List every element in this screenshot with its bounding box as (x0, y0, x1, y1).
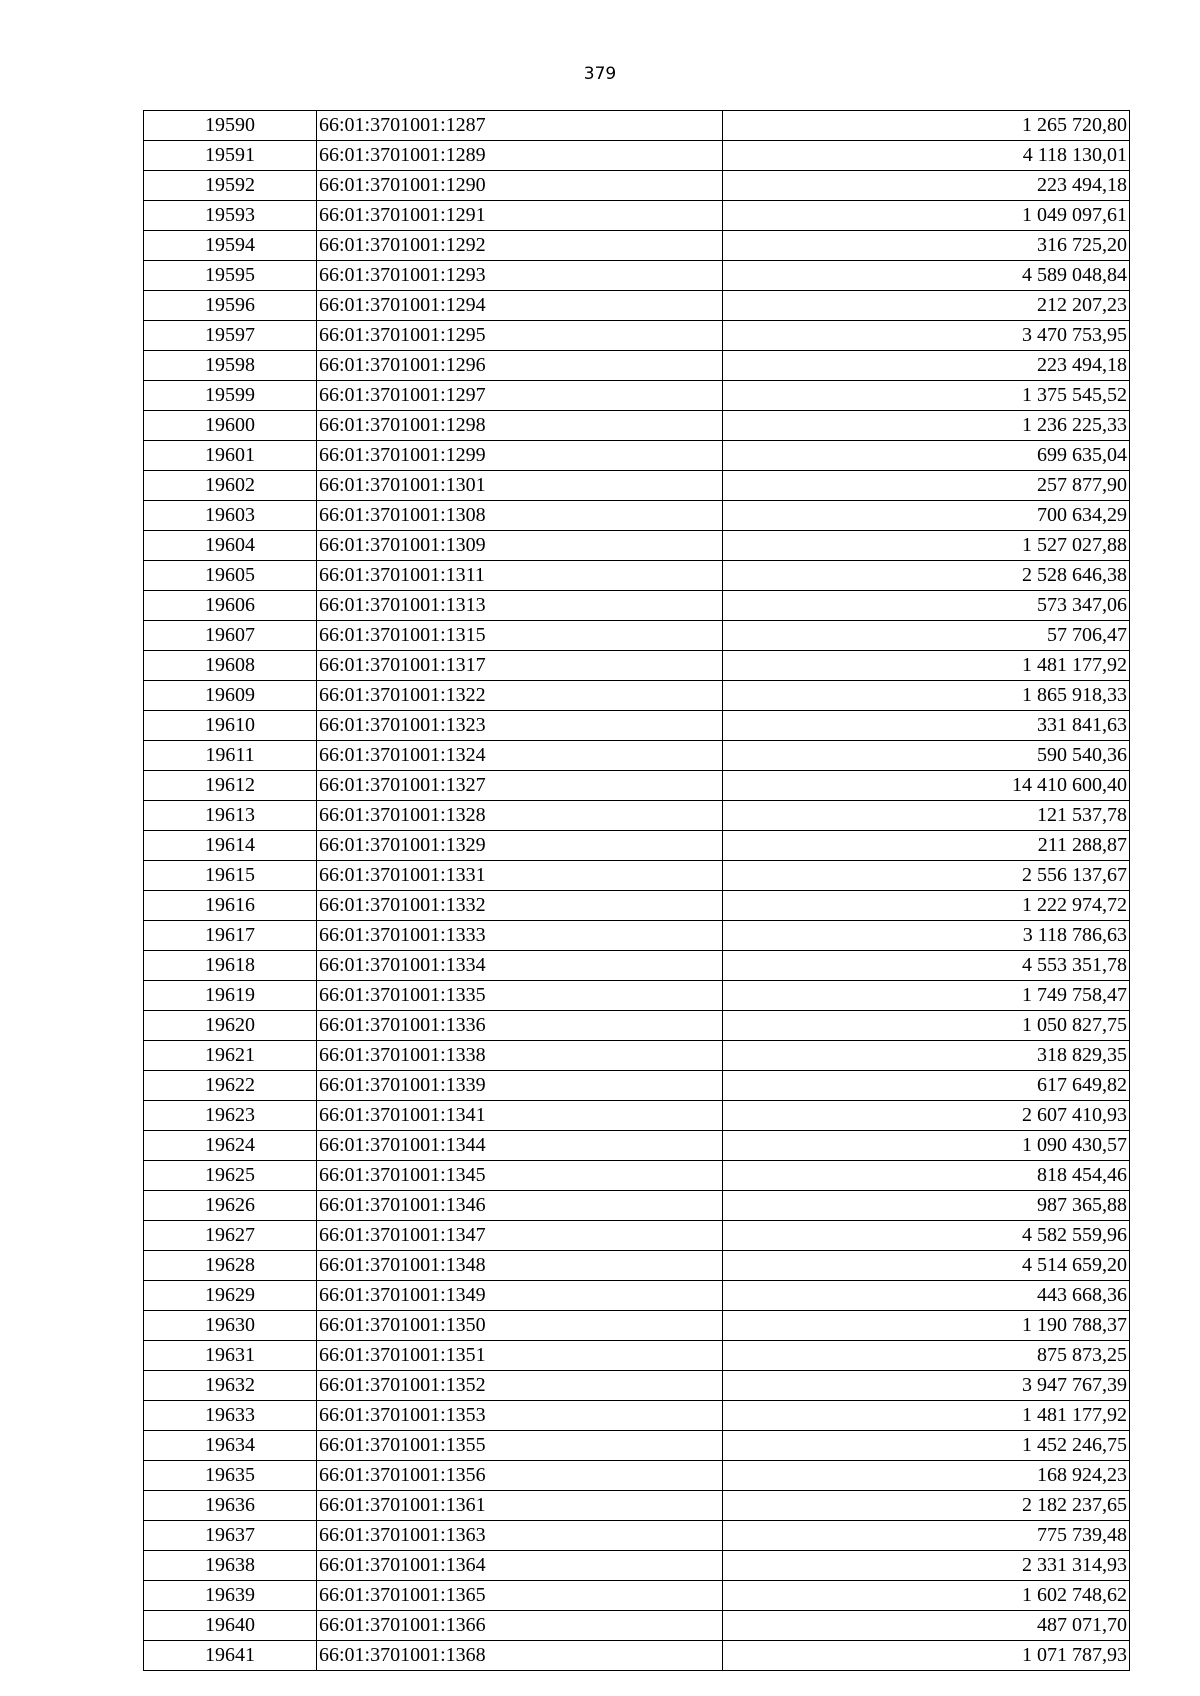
table-row (144, 171, 1130, 201)
cadastral-number-cell: 66:01:3701001:1292 (317, 231, 723, 261)
table-row (144, 831, 1130, 861)
cadastral-number-cell: 66:01:3701001:1361 (317, 1491, 723, 1521)
row-number-cell: 19630 (144, 1311, 317, 1341)
cadastral-value-cell: 699 635,04 (723, 441, 1130, 471)
cadastral-value-cell: 775 739,48 (723, 1521, 1130, 1551)
table-row (144, 1281, 1130, 1311)
cadastral-value-cell: 257 877,90 (723, 471, 1130, 501)
row-number-cell: 19592 (144, 171, 317, 201)
table-row (144, 1131, 1130, 1161)
cadastral-number-cell: 66:01:3701001:1353 (317, 1401, 723, 1431)
cadastral-value-cell: 4 118 130,01 (723, 141, 1130, 171)
cadastral-number-cell: 66:01:3701001:1313 (317, 591, 723, 621)
table-row (144, 1311, 1130, 1341)
page-number: 379 (583, 64, 617, 84)
cadastral-number-cell: 66:01:3701001:1323 (317, 711, 723, 741)
cadastral-number-cell: 66:01:3701001:1322 (317, 681, 723, 711)
table-row (144, 1521, 1130, 1551)
cadastral-number-cell: 66:01:3701001:1364 (317, 1551, 723, 1581)
row-number-cell: 19639 (144, 1581, 317, 1611)
row-number-cell: 19595 (144, 261, 317, 291)
table-row (144, 411, 1130, 441)
cadastral-number-cell: 66:01:3701001:1346 (317, 1191, 723, 1221)
row-number-cell: 19609 (144, 681, 317, 711)
cadastral-number-cell: 66:01:3701001:1293 (317, 261, 723, 291)
cadastral-number-cell: 66:01:3701001:1296 (317, 351, 723, 381)
row-number-cell: 19610 (144, 711, 317, 741)
cadastral-number-cell: 66:01:3701001:1329 (317, 831, 723, 861)
cadastral-number-cell: 66:01:3701001:1351 (317, 1341, 723, 1371)
table-row (144, 1191, 1130, 1221)
cadastral-number-cell: 66:01:3701001:1349 (317, 1281, 723, 1311)
row-number-cell: 19620 (144, 1011, 317, 1041)
table-row (144, 1491, 1130, 1521)
cadastral-value-cell: 3 470 753,95 (723, 321, 1130, 351)
cadastral-value-cell: 1 375 545,52 (723, 381, 1130, 411)
cadastral-number-cell: 66:01:3701001:1334 (317, 951, 723, 981)
cadastral-number-cell: 66:01:3701001:1345 (317, 1161, 723, 1191)
row-number-cell: 19638 (144, 1551, 317, 1581)
row-number-cell: 19618 (144, 951, 317, 981)
cadastral-number-cell: 66:01:3701001:1299 (317, 441, 723, 471)
cadastral-value-cell: 57 706,47 (723, 621, 1130, 651)
row-number-cell: 19607 (144, 621, 317, 651)
row-number-cell: 19631 (144, 1341, 317, 1371)
row-number-cell: 19621 (144, 1041, 317, 1071)
cadastral-value-cell: 3 947 767,39 (723, 1371, 1130, 1401)
table-row (144, 1101, 1130, 1131)
cadastral-value-cell: 987 365,88 (723, 1191, 1130, 1221)
cadastral-number-cell: 66:01:3701001:1301 (317, 471, 723, 501)
cadastral-number-cell: 66:01:3701001:1355 (317, 1431, 723, 1461)
row-number-cell: 19594 (144, 231, 317, 261)
cadastral-value-cell: 4 514 659,20 (723, 1251, 1130, 1281)
row-number-cell: 19632 (144, 1371, 317, 1401)
table-row (144, 861, 1130, 891)
cadastral-number-cell: 66:01:3701001:1328 (317, 801, 723, 831)
cadastral-number-cell: 66:01:3701001:1291 (317, 201, 723, 231)
table-row (144, 771, 1130, 801)
row-number-cell: 19605 (144, 561, 317, 591)
cadastral-value-cell: 2 182 237,65 (723, 1491, 1130, 1521)
cadastral-value-cell: 1 049 097,61 (723, 201, 1130, 231)
cadastral-number-cell: 66:01:3701001:1311 (317, 561, 723, 591)
cadastral-number-cell: 66:01:3701001:1352 (317, 1371, 723, 1401)
cadastral-number-cell: 66:01:3701001:1324 (317, 741, 723, 771)
table-row (144, 981, 1130, 1011)
cadastral-value-cell: 875 873,25 (723, 1341, 1130, 1371)
table-row (144, 741, 1130, 771)
row-number-cell: 19599 (144, 381, 317, 411)
table-row (144, 1251, 1130, 1281)
row-number-cell: 19598 (144, 351, 317, 381)
table-body (144, 111, 1130, 1671)
cadastral-number-cell: 66:01:3701001:1347 (317, 1221, 723, 1251)
row-number-cell: 19629 (144, 1281, 317, 1311)
cadastral-value-cell: 331 841,63 (723, 711, 1130, 741)
cadastral-number-cell: 66:01:3701001:1308 (317, 501, 723, 531)
table-row (144, 231, 1130, 261)
cadastral-value-cell: 211 288,87 (723, 831, 1130, 861)
row-number-cell: 19604 (144, 531, 317, 561)
table-row (144, 1221, 1130, 1251)
table-row (144, 1401, 1130, 1431)
row-number-cell: 19623 (144, 1101, 317, 1131)
table-row (144, 1071, 1130, 1101)
row-number-cell: 19593 (144, 201, 317, 231)
cadastral-value-cell: 223 494,18 (723, 351, 1130, 381)
cadastral-value-cell: 1 265 720,80 (723, 111, 1130, 141)
table-row (144, 381, 1130, 411)
table-row (144, 561, 1130, 591)
cadastral-value-cell: 3 118 786,63 (723, 921, 1130, 951)
cadastral-number-cell: 66:01:3701001:1356 (317, 1461, 723, 1491)
table-row (144, 261, 1130, 291)
table-row (144, 531, 1130, 561)
cadastral-number-cell: 66:01:3701001:1336 (317, 1011, 723, 1041)
cadastral-value-cell: 1 236 225,33 (723, 411, 1130, 441)
cadastral-number-cell: 66:01:3701001:1339 (317, 1071, 723, 1101)
table-row (144, 1161, 1130, 1191)
table-row (144, 501, 1130, 531)
cadastral-value-cell: 2 331 314,93 (723, 1551, 1130, 1581)
cadastral-number-cell: 66:01:3701001:1295 (317, 321, 723, 351)
table-row (144, 1371, 1130, 1401)
cadastral-number-cell: 66:01:3701001:1294 (317, 291, 723, 321)
cadastral-number-cell: 66:01:3701001:1333 (317, 921, 723, 951)
cadastral-value-cell: 1 602 748,62 (723, 1581, 1130, 1611)
table-row (144, 1341, 1130, 1371)
table-row (144, 1641, 1130, 1671)
row-number-cell: 19625 (144, 1161, 317, 1191)
row-number-cell: 19640 (144, 1611, 317, 1641)
table-row (144, 1011, 1130, 1041)
cadastral-number-cell: 66:01:3701001:1327 (317, 771, 723, 801)
table-row (144, 471, 1130, 501)
cadastral-number-cell: 66:01:3701001:1315 (317, 621, 723, 651)
table-row (144, 321, 1130, 351)
cadastral-value-cell: 1 481 177,92 (723, 651, 1130, 681)
cadastral-number-cell: 66:01:3701001:1287 (317, 111, 723, 141)
table-row (144, 1611, 1130, 1641)
cadastral-number-cell: 66:01:3701001:1348 (317, 1251, 723, 1281)
row-number-cell: 19603 (144, 501, 317, 531)
cadastral-value-cell: 318 829,35 (723, 1041, 1130, 1071)
table-row (144, 921, 1130, 951)
row-number-cell: 19626 (144, 1191, 317, 1221)
row-number-cell: 19627 (144, 1221, 317, 1251)
cadastral-value-cell: 1 050 827,75 (723, 1011, 1130, 1041)
row-number-cell: 19634 (144, 1431, 317, 1461)
row-number-cell: 19612 (144, 771, 317, 801)
cadastral-value-cell: 487 071,70 (723, 1611, 1130, 1641)
row-number-cell: 19601 (144, 441, 317, 471)
cadastral-value-cell: 14 410 600,40 (723, 771, 1130, 801)
cadastral-value-cell: 1 222 974,72 (723, 891, 1130, 921)
cadastral-value-cell: 617 649,82 (723, 1071, 1130, 1101)
table-row (144, 291, 1130, 321)
table-row (144, 1581, 1130, 1611)
row-number-cell: 19600 (144, 411, 317, 441)
cadastral-number-cell: 66:01:3701001:1298 (317, 411, 723, 441)
row-number-cell: 19606 (144, 591, 317, 621)
cadastral-value-cell: 212 207,23 (723, 291, 1130, 321)
table-row (144, 711, 1130, 741)
row-number-cell: 19636 (144, 1491, 317, 1521)
row-number-cell: 19611 (144, 741, 317, 771)
row-number-cell: 19615 (144, 861, 317, 891)
table-row (144, 621, 1130, 651)
row-number-cell: 19614 (144, 831, 317, 861)
cadastral-number-cell: 66:01:3701001:1368 (317, 1641, 723, 1671)
cadastral-value-cell: 1 190 788,37 (723, 1311, 1130, 1341)
cadastral-number-cell: 66:01:3701001:1331 (317, 861, 723, 891)
row-number-cell: 19628 (144, 1251, 317, 1281)
cadastral-number-cell: 66:01:3701001:1335 (317, 981, 723, 1011)
cadastral-value-cell: 121 537,78 (723, 801, 1130, 831)
row-number-cell: 19591 (144, 141, 317, 171)
cadastral-value-cell: 2 528 646,38 (723, 561, 1130, 591)
table-row (144, 891, 1130, 921)
table-row (144, 441, 1130, 471)
cadastral-value-cell: 1 481 177,92 (723, 1401, 1130, 1431)
row-number-cell: 19616 (144, 891, 317, 921)
cadastral-number-cell: 66:01:3701001:1341 (317, 1101, 723, 1131)
table-row (144, 951, 1130, 981)
cadastral-number-cell: 66:01:3701001:1289 (317, 141, 723, 171)
row-number-cell: 19624 (144, 1131, 317, 1161)
table-row (144, 591, 1130, 621)
row-number-cell: 19602 (144, 471, 317, 501)
cadastral-number-cell: 66:01:3701001:1297 (317, 381, 723, 411)
cadastral-value-cell: 818 454,46 (723, 1161, 1130, 1191)
cadastral-number-cell: 66:01:3701001:1363 (317, 1521, 723, 1551)
row-number-cell: 19590 (144, 111, 317, 141)
table-row (144, 1431, 1130, 1461)
cadastral-value-cell: 2 556 137,67 (723, 861, 1130, 891)
row-number-cell: 19633 (144, 1401, 317, 1431)
cadastral-value-cell: 2 607 410,93 (723, 1101, 1130, 1131)
cadastral-number-cell: 66:01:3701001:1309 (317, 531, 723, 561)
row-number-cell: 19596 (144, 291, 317, 321)
row-number-cell: 19635 (144, 1461, 317, 1491)
cadastral-value-cell: 573 347,06 (723, 591, 1130, 621)
table-row (144, 681, 1130, 711)
cadastral-number-cell: 66:01:3701001:1350 (317, 1311, 723, 1341)
cadastral-value-cell: 1 071 787,93 (723, 1641, 1130, 1671)
table-row (144, 1551, 1130, 1581)
table-row (144, 111, 1130, 141)
cadastral-number-cell: 66:01:3701001:1290 (317, 171, 723, 201)
row-number-cell: 19617 (144, 921, 317, 951)
cadastral-value-cell: 168 924,23 (723, 1461, 1130, 1491)
cadastral-value-cell: 1 865 918,33 (723, 681, 1130, 711)
cadastral-number-cell: 66:01:3701001:1332 (317, 891, 723, 921)
row-number-cell: 19597 (144, 321, 317, 351)
table-row (144, 1041, 1130, 1071)
cadastral-number-cell: 66:01:3701001:1344 (317, 1131, 723, 1161)
row-number-cell: 19613 (144, 801, 317, 831)
cadastral-number-cell: 66:01:3701001:1366 (317, 1611, 723, 1641)
cadastral-value-table (143, 110, 1130, 1671)
cadastral-value-cell: 4 582 559,96 (723, 1221, 1130, 1251)
row-number-cell: 19608 (144, 651, 317, 681)
row-number-cell: 19622 (144, 1071, 317, 1101)
cadastral-value-cell: 223 494,18 (723, 171, 1130, 201)
cadastral-value-cell: 1 452 246,75 (723, 1431, 1130, 1461)
row-number-cell: 19619 (144, 981, 317, 1011)
cadastral-value-cell: 4 553 351,78 (723, 951, 1130, 981)
table-row (144, 141, 1130, 171)
cadastral-number-cell: 66:01:3701001:1365 (317, 1581, 723, 1611)
cadastral-value-cell: 1 527 027,88 (723, 531, 1130, 561)
table-row (144, 1461, 1130, 1491)
table-row (144, 651, 1130, 681)
cadastral-value-cell: 1 090 430,57 (723, 1131, 1130, 1161)
cadastral-value-cell: 1 749 758,47 (723, 981, 1130, 1011)
cadastral-value-cell: 443 668,36 (723, 1281, 1130, 1311)
table-row (144, 801, 1130, 831)
cadastral-value-cell: 316 725,20 (723, 231, 1130, 261)
table-row (144, 201, 1130, 231)
row-number-cell: 19641 (144, 1641, 317, 1671)
cadastral-number-cell: 66:01:3701001:1338 (317, 1041, 723, 1071)
cadastral-value-cell: 590 540,36 (723, 741, 1130, 771)
row-number-cell: 19637 (144, 1521, 317, 1551)
cadastral-value-cell: 4 589 048,84 (723, 261, 1130, 291)
table-row (144, 351, 1130, 381)
cadastral-value-cell: 700 634,29 (723, 501, 1130, 531)
cadastral-number-cell: 66:01:3701001:1317 (317, 651, 723, 681)
